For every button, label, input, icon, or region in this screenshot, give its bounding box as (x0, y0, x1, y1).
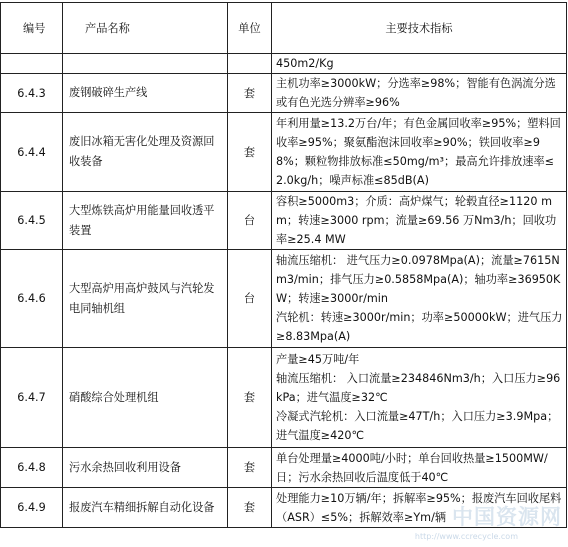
table-row (1, 348, 567, 448)
table-row (1, 113, 567, 192)
spec-line: 轴流压缩机： 进气压力≥0.0978Mpa(A)；流量≥7615Nm3/min；排气压力≥0.5858Mpa(A)；轴功率≥36950KW；转速≥3000r/min (276, 254, 561, 305)
cell-unit: 套 (228, 348, 272, 448)
cell-tech-spec (272, 54, 567, 74)
watermark-url: http://www.ccrecycle.com (414, 532, 518, 541)
cell-unit: 套 (228, 488, 272, 528)
product-spec-table (0, 2, 567, 528)
table-row (1, 192, 567, 250)
cell-unit: 套 (228, 448, 272, 488)
cell-unit (228, 54, 272, 74)
header-code: 编号 (1, 3, 63, 54)
spec-line: 容积≥5000m3；介质：高炉煤气；轮毂直径≥1120 mm；转速≥3000 rpm；流量≥69.56 万Nm3/h；回收功率≥25.4 MW (276, 195, 557, 246)
spec-line: 450m2/Kg (276, 57, 334, 70)
cell-code: 6.4.3 (1, 74, 63, 113)
cell-unit: 套 (228, 74, 272, 113)
spec-line: 汽轮机：转速≥3000r/min；功率≥50000kW；进气压力≥8.83Mpa(A) (276, 311, 563, 343)
cell-unit: 台 (228, 192, 272, 250)
cell-tech-spec (272, 192, 567, 250)
table-header-row (1, 3, 567, 54)
table-body (1, 54, 567, 528)
cell-tech-spec (272, 448, 567, 488)
cell-tech-spec (272, 348, 567, 448)
cell-unit: 台 (228, 250, 272, 348)
cell-code: 6.4.5 (1, 192, 63, 250)
table-row (1, 54, 567, 74)
header-product-name: 产品名称 (63, 3, 228, 54)
cell-product-name: 报废汽车精细拆解自动化设备 (63, 488, 228, 528)
cell-tech-spec (272, 113, 567, 192)
spec-line: 主机功率≥3000kW；分选率≥98%；智能有色涡流分选或有色光选分辨率≥96% (276, 77, 556, 109)
spec-line: 单台处理量≥4000吨/小时；单台回收热量≥1500MW/日；污水余热回收后温度低于40℃ (276, 451, 548, 484)
spec-line: 产量≥45万吨/年 (276, 353, 360, 366)
cell-code: 6.4.4 (1, 113, 63, 192)
header-tech-spec: 主要技术指标 (272, 3, 567, 54)
cell-product-name: 废旧冰箱无害化处理及资源回收装备 (63, 113, 228, 192)
table-row (1, 74, 567, 113)
footer-text-fragment (14, 540, 134, 547)
cell-product-name: 大型高炉用高炉鼓风与汽轮发电同轴机组 (63, 250, 228, 348)
spec-line: 轴流压缩机： 入口流量≥234846Nm3/h；入口压力≥96kPa；进气温度≥32℃ (276, 372, 561, 404)
cell-unit: 套 (228, 113, 272, 192)
spec-line: 年利用量≥13.2万台/年；有色金属回收率≥95%；塑料回收率≥95%；聚氨酯泡沫回收率≥90%；铁回收率≥98%；颗粒物排放标准≤50mg/m³；最高允许排放速率≤2.0kg/h；噪声标准≤85dB(A) (276, 117, 561, 187)
cell-product-name: 废钢破碎生产线 (63, 74, 228, 113)
cell-code: 6.4.7 (1, 348, 63, 448)
cell-product-name: 硝酸综合处理机组 (63, 348, 228, 448)
table-row (1, 250, 567, 348)
cell-code: 6.4.6 (1, 250, 63, 348)
table-row (1, 448, 567, 488)
cell-code (1, 54, 63, 74)
cell-tech-spec (272, 74, 567, 113)
cell-code: 6.4.9 (1, 488, 63, 528)
header-unit: 单位 (228, 3, 272, 54)
cell-product-name: 大型炼铁高炉用能量回收透平装置 (63, 192, 228, 250)
spec-line: 冷凝式汽轮机：入口流量≥47T/h；入口压力≥3.9Mpa；进气温度≥420℃ (276, 410, 559, 442)
cell-code: 6.4.8 (1, 448, 63, 488)
cell-product-name: 污水余热回收利用设备 (63, 448, 228, 488)
cell-product-name (63, 54, 228, 74)
watermark-logo: 中国资源网 (452, 505, 562, 529)
spec-line: 处理能力≥10万辆/年；拆解率≥95%；报废汽车回收尾料（ASR）≤5%；拆解效率≥Ym/辆 (276, 491, 562, 524)
cell-tech-spec (272, 250, 567, 348)
